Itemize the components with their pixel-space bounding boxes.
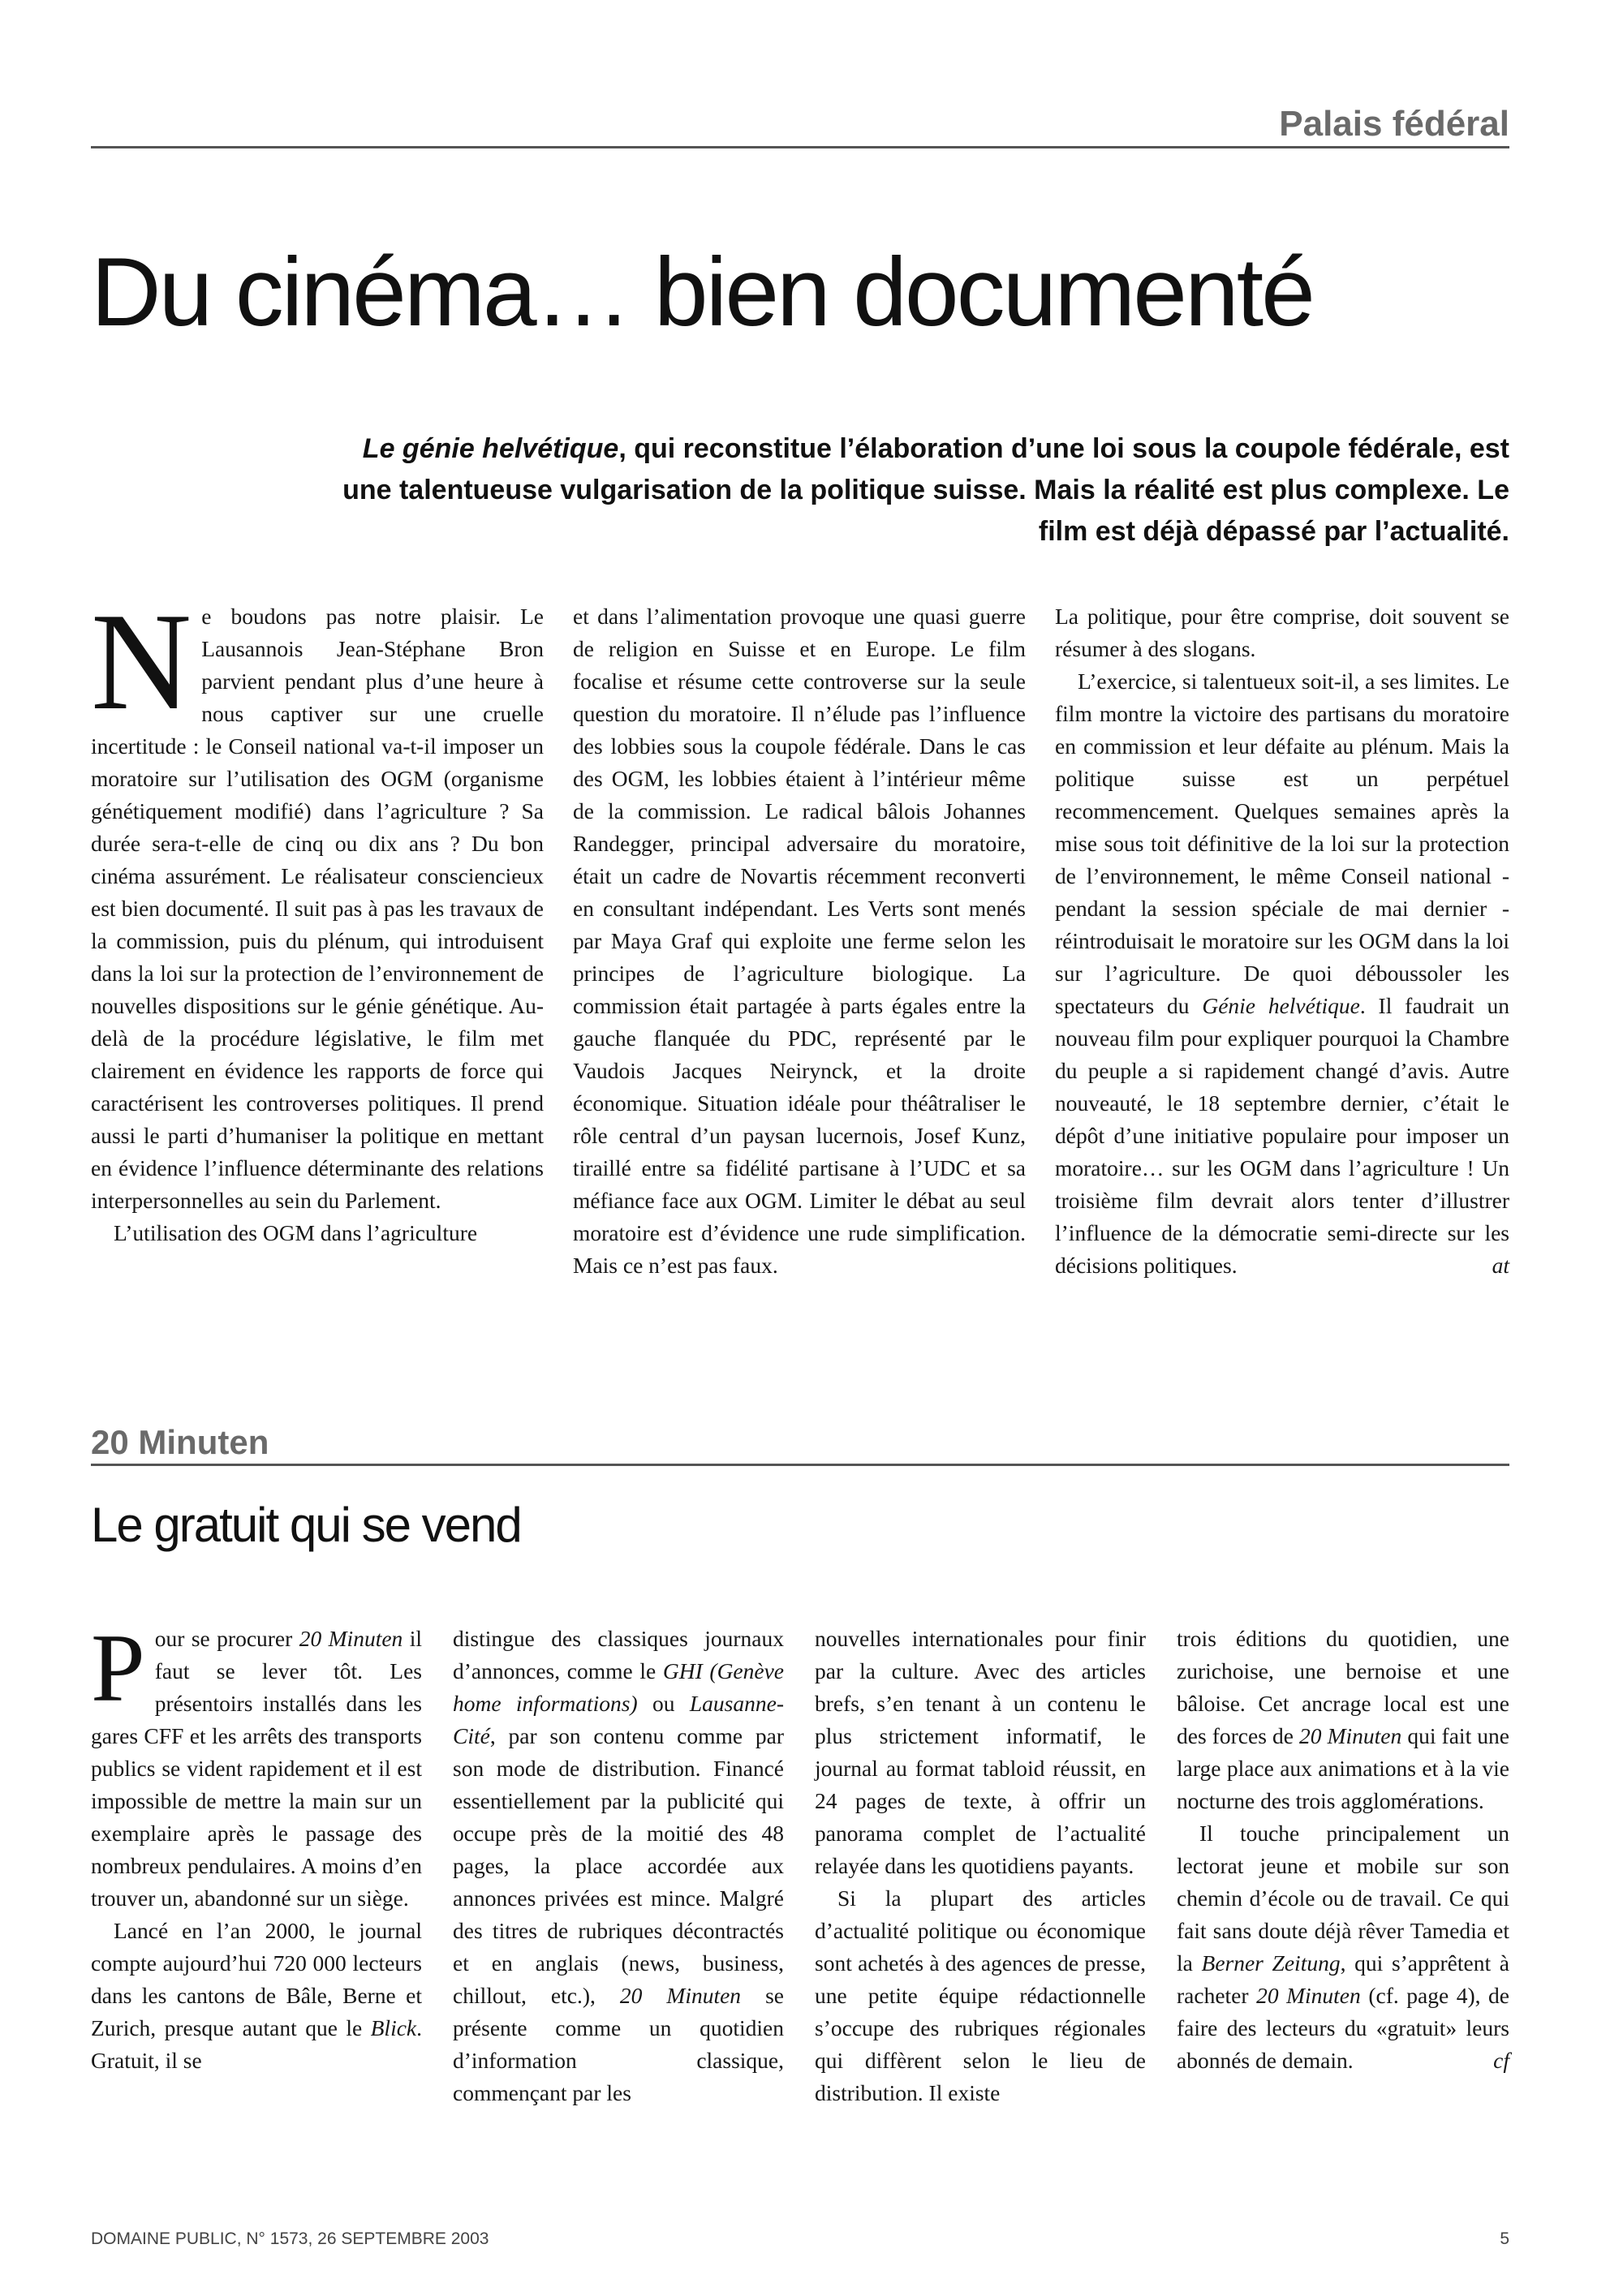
text: . Il faudrait un nouveau film pour expliquer pourquoi la Chambre du peuple a si rapidement changé d’avis. Autre nouveauté, le 18 septembre dernier, c’était le dépôt d’une initiative populaire pour imposer un moratoire… sur les OGM dans l’agriculture ! Un troisième film devrait alors tenter d’illustrer l’influence de la démocratie semi-directe sur les décisions politiques. <box>1055 993 1510 1278</box>
film-title: Génie helvétique <box>1202 993 1360 1018</box>
text: . Gratuit, il se <box>91 2015 422 2073</box>
paragraph: et dans l’alimentation provoque une quasi guerre de religion en Suisse et en Europe. Le film focalise et résume cette controverse sur la seule question du moratoire. Il n’élude pas l’influence des lobbies sous la coupole fédérale. Dans le cas des OGM, les lobbies étaient à l’intérieur même de la commission. Le radical bâlois Johannes Randegger, principal adversaire du moratoire, était un cadre de Novartis récemment reconverti en consultant indépendant. Les Verts sont menés par Maya Graf qui exploite une ferme selon les principes de l’agriculture biologique. La commission était partagée à parts égales entre la gauche flanquée du PDC, représenté par le Vaudois Jacques Neirynck, et la droite économique. Situation idéale pour théâtraliser le rôle central d’un paysan lucernois, Josef Kunz, tiraillé entre sa fidélité partisane à l’UDC et sa méfiance face aux OGM. Limiter le débat au seul moratoire est d’évidence une rude simplification. Mais ce n’est pas faux. <box>573 604 1026 1278</box>
newspaper-name: Blick <box>370 2015 417 2040</box>
article-title: Du cinéma… bien documenté <box>91 238 1313 346</box>
paragraph: L’utilisation des OGM dans l’agriculture <box>114 1220 478 1245</box>
text: , qui s’apprêtent à racheter <box>1177 1950 1509 2008</box>
text: qui fait une large place aux animations et à la vie nocturne des trois agglomérations. <box>1177 1723 1509 1813</box>
newspaper-name: Lausanne-Cité <box>453 1691 784 1748</box>
author-signature: at <box>1492 1253 1509 1278</box>
text: our se procurer <box>154 1626 299 1651</box>
newspaper-name: 20 Minuten <box>1256 1983 1361 2008</box>
article1-column-2 <box>573 600 1026 1282</box>
text: L’exercice, si talentueux soit-il, a ses limites. Le film montre la victoire des partisans du moratoire en commission et leur défaite au plénum. Mais la politique suisse est un perpétuel recommencement. Quelques semaines après la mise sous toit définitive de la loi sur la protection de l’environnement, le même Conseil national - pendant la session spéciale de mai dernier - réintroduisait le moratoire sur les OGM dans la loi sur l’agriculture. De quoi déboussoler les spectateurs du <box>1055 669 1509 1018</box>
article1-column-3 <box>1055 600 1509 1282</box>
text: distingue des classiques journaux d’annonces, comme le <box>453 1626 784 1683</box>
text: il faut se lever tôt. Les présentoirs installés dans les gares CFF et les arrêts des transports publics se vident rapidement et il est impossible de mettre la main sur un exemplaire après le passage des nombreux pendulaires. A moins d’en trouver un, abandonné sur un siège. <box>91 1626 422 1911</box>
paragraph <box>91 1915 422 2077</box>
drop-cap: N <box>91 585 192 739</box>
article2-column-1 <box>91 1614 422 2077</box>
text: (cf. page 4), de faire des lecteurs du «gratuit» leurs abonnés de demain. <box>1177 1983 1510 2073</box>
paragraph: e boudons pas notre plaisir. Le Lausannois Jean-Stéphane Bron parvient pendant plus d’une heure à nous captiver sur une cruelle incertitude : le Conseil national va-t-il imposer un moratoire sur l’utilisation des OGM (organisme génétiquement modifié) dans l’agriculture ? Sa durée sera-t-elle de cinq ou dix ans ? Du bon cinéma assurément. Le réalisateur consciencieux est bien documenté. Il suit pas à pas les travaux de la commission, puis du plénum, qui introduisent dans la loi sur la protection de l’environnement de nouvelles dispositions sur le génie génétique. Au-delà de la procédure législative, le film met clairement en évidence les rapports de force qui caractérisent les controverses politiques. Il prend aussi le parti d’humaniser la politique en mettant en évidence l’influence déterminante des relations interpersonnelles au sein du Parlement. <box>91 604 544 1213</box>
text: se présente comme un quotidien d’information classique, commençant par les <box>453 1983 784 2105</box>
paragraph: nouvelles internationales pour finir par la culture. Avec des articles brefs, s’en tenant à un contenu le plus strictement informatif, le journal au format tabloid réussit, en 24 pages de texte, à offrir un panorama complet de l’actualité relayée dans les quotidiens payants. <box>815 1626 1146 1878</box>
newspaper-name: 20 Minuten <box>299 1626 403 1651</box>
lead-text: , qui reconstitue l’élaboration d’une loi sous la coupole fédérale, est une talentueuse vulgarisation de la politique suisse. Mais la réalité est plus complexe. Le film est déjà dépassé par l’actualité. <box>342 433 1509 547</box>
section-label: 20 Minuten <box>91 1423 269 1461</box>
drop-cap: P <box>91 1614 145 1722</box>
paragraph: Si la plupart des articles d’actualité politique ou économique sont achetés à des agences de presse, une petite équipe rédactionnelle s’occupe des rubriques régionales qui diffèrent selon le lieu de distribution. Il existe <box>815 1885 1146 2105</box>
section-header-2 <box>91 1421 1509 1466</box>
newspaper-name: 20 Minuten <box>1299 1723 1402 1748</box>
author-signature: cf <box>1493 2048 1509 2073</box>
article-lead <box>308 428 1509 553</box>
newspaper-name: GHI (Genève home informations) <box>453 1658 785 1716</box>
text: Il touche principalement un lectorat jeune et mobile sur son chemin d’école ou de travail. Ce qui fait sans doute déjà rêver Tamedia et la <box>1177 1821 1509 1976</box>
text: , par son contenu comme par son mode de distribution. Financé essentiellement par la publicité qui occupe près de la moitié des 48 pages, la place accordée aux annonces privées est mince. Malgré des titres de rubriques décontractés et en anglais (news, business, chillout, etc.), <box>453 1723 784 2008</box>
article2-column-4 <box>1177 1623 1509 2077</box>
section-label: Palais fédéral <box>1279 104 1509 144</box>
paragraph <box>1055 665 1509 1282</box>
section-header <box>91 105 1509 148</box>
newspaper-name: Berner Zeitung <box>1201 1950 1341 1976</box>
page-number: 5 <box>1500 2229 1509 2248</box>
paragraph <box>1177 1817 1509 2077</box>
text: trois éditions du quotidien, une zurichoise, une bernoise et une bâloise. Cet ancrage local est une des forces de <box>1177 1626 1509 1748</box>
newspaper-name: 20 Minuten <box>619 1983 742 2008</box>
article2-column-3 <box>815 1623 1146 2109</box>
article1-column-1 <box>91 585 544 1249</box>
page-footer <box>91 2229 1509 2249</box>
lead-film-title: Le génie helvétique <box>362 433 619 464</box>
issue-info: DOMAINE PUBLIC, N° 1573, 26 SEPTEMBRE 2003 <box>91 2229 489 2248</box>
text: ou <box>637 1691 690 1716</box>
article2-column-2 <box>453 1623 784 2109</box>
paragraph: La politique, pour être comprise, doit souvent se résumer à des slogans. <box>1055 604 1509 661</box>
text: Lancé en l’an 2000, le journal compte aujourd’hui 720 000 lecteurs dans les cantons de Bâle, Berne et Zurich, presque autant que le <box>91 1918 422 2040</box>
paragraph <box>453 1623 784 2109</box>
paragraph <box>1177 1623 1509 1817</box>
article-title-2: Le gratuit qui se vend <box>91 1498 521 1552</box>
